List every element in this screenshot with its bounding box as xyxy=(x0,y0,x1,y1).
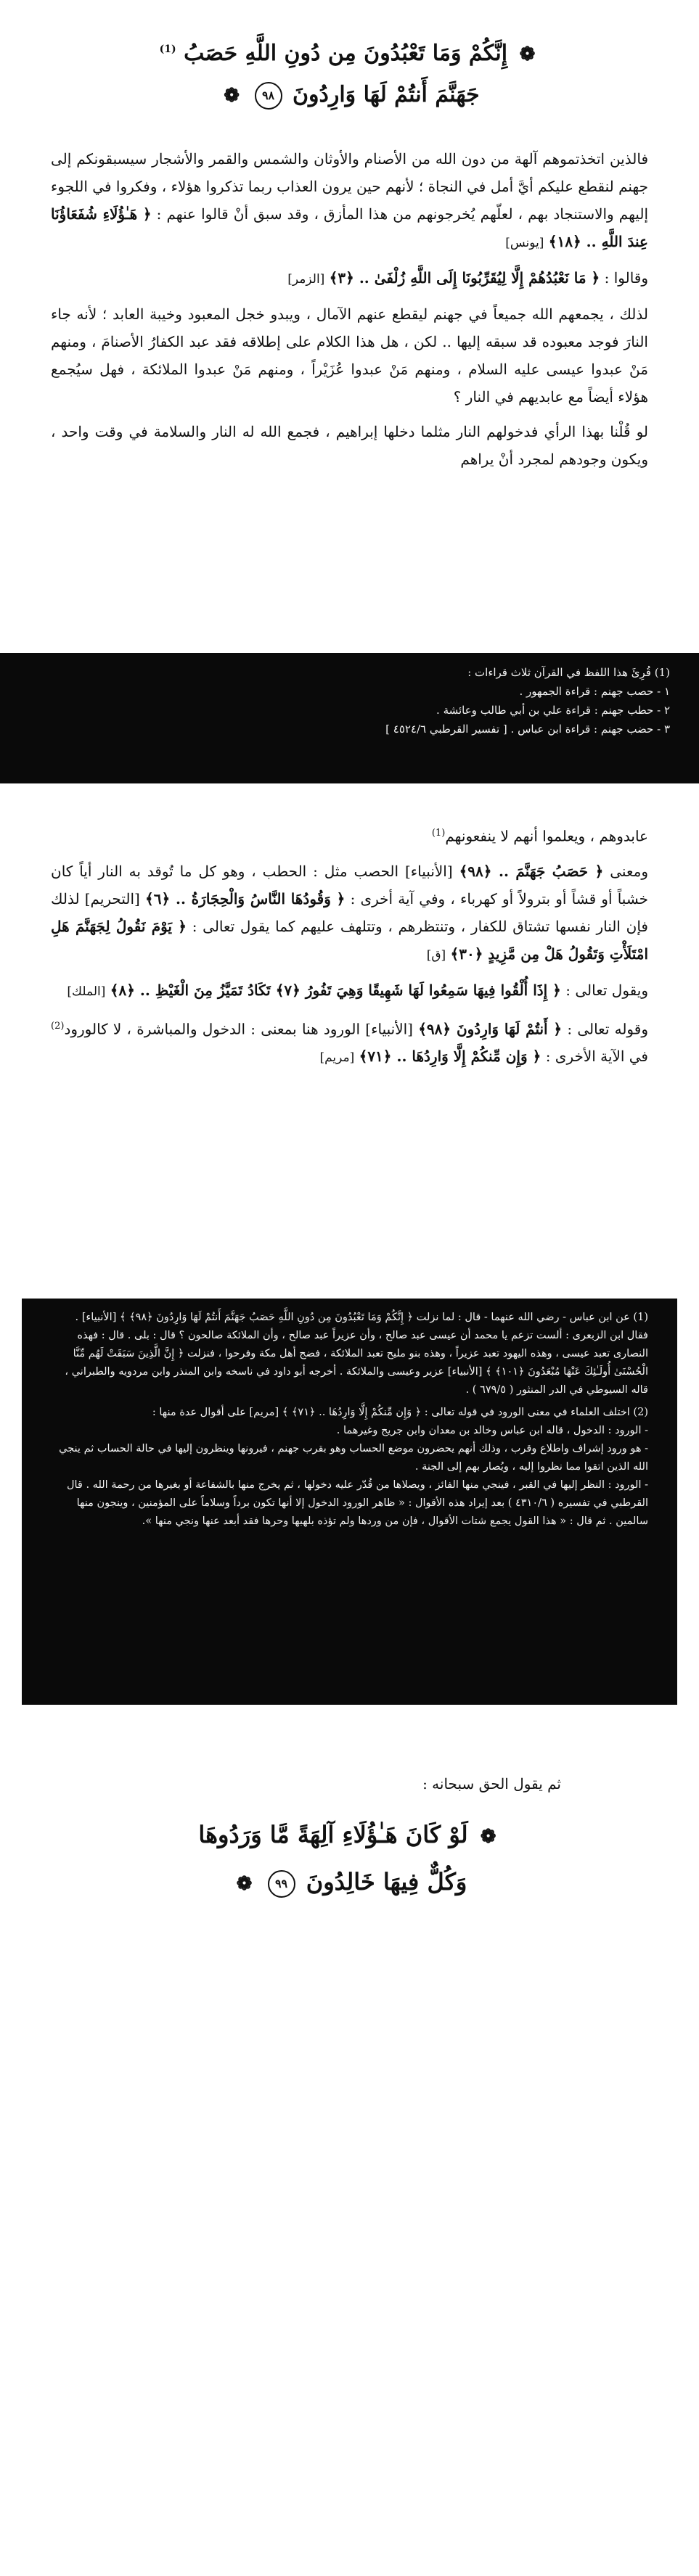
verse-header-line-1 xyxy=(0,29,699,75)
quran-quote: ﴿ وَإِن مِّنكُمْ إِلَّا وَارِدُهَا .. ﴿٧١﴾ xyxy=(359,1048,541,1066)
quran-quote: ﴿ حَصَبُ جَهَنَّمَ .. ﴿٩٨﴾ xyxy=(459,862,604,880)
surah-reference: [الزمر] xyxy=(287,272,325,287)
verse-line-1 xyxy=(0,1812,699,1859)
quran-quote: ﴿ وَقُودُهَا النَّاسُ وَالْحِجَارَةُ .. ﴿٦﴾ xyxy=(145,889,346,908)
footnote: ٢ - حطب جهنم : قراءة علي بن أبي طالب وعائشة . xyxy=(436,704,670,717)
footnote: - هو ورود إشراف واطلاع وقرب ، وذلك أنهم يحضرون موضع الحساب وهو بقرب جهنم ، فيرونها وينظرون إليها في حالة الحساب ثم ينجي الله الذين اتقوا مما نظروا إليه ، ويُصار بهم إلى الجنة . xyxy=(59,1443,648,1473)
footnotes-box xyxy=(22,1299,677,1705)
ornament-icon: ❁ xyxy=(224,85,240,107)
body-text xyxy=(0,145,699,473)
paragraph: فالذين اتخذتموهم آلهة من دون الله من الأصنام والأوثان والشمس والقمر والأشجار سيسبقونكم إلى جهنم لنقطع عليكم أيَّ أمل في النجاة ؛ لأنهم حين يرون العذاب ربما تذكروا هؤلاء ، وفكروا في اللجوء إليهم والاستنجاد بهم ، لعلّهم يُخرجونهم من هذا المأزق ، وقد سبق أنْ قالوا عنهم : ﴿ هَـٰؤُلَاءِ شُفَعَاؤُنَا عِندَ اللَّهِ .. ﴿١٨﴾ [يونس] xyxy=(51,150,648,250)
ornament-icon: ❁ xyxy=(480,1826,496,1848)
verse-line-2 xyxy=(0,1859,699,1906)
paragraph: ومعنى ﴿ حَصَبُ جَهَنَّمَ .. ﴿٩٨﴾ [الأنبياء] الحصب مثل : الحطب ، وهو كل ما تُوقد به النار أياً كان خشباً أو قشاً أو بترولاً أو كهرباء ، وفي آية أخرى : ﴿ وَقُودُهَا النَّاسُ وَالْحِجَارَةُ .. ﴿٦﴾ [التحريم] لذلك فإن النار نفسها تشتاق للكفار ، وتنتظرهم ، وتتلهف عليهم كما يقول تعالى : ﴿ يَوْمَ نَقُولُ لِجَهَنَّمَ هَلِ امْتَلَأْتِ وَتَقُولُ هَلْ مِن مَّزِيدٍ ﴿٣٠﴾ [ق] xyxy=(51,862,649,963)
ayah-number: ٩٩ xyxy=(268,1870,295,1898)
footnote: (1) قُرِئَ هذا اللفظ في القرآن ثلاث قراءات : xyxy=(467,666,670,679)
footnote: ٣ - حضب جهنم : قراءة ابن عباس . [ تفسير القرطبي ٤٥٢٤/٦ ] xyxy=(385,723,670,736)
paragraph: وقوله تعالى : ﴿ أَنتُمْ لَهَا وَارِدُونَ ﴿٩٨﴾ [الأنبياء] الورود هنا بمعنى : الدخول والمباشرة ، لا كالورود$^{(2)}$ في الآية الأخرى : ﴿ وَإِن مِّنكُمْ إِلَّا وَارِدُهَا .. ﴿٧١﴾ [مريم] xyxy=(51,1020,648,1066)
footnote: (2) اختلف العلماء في معنى الورود في قوله تعالى : ﴿ وَإِن مِّنكُمْ إِلَّا وَارِدُهَا .. ﴿٧١﴾ ﴾ [مريم] على أقوال عدة منها : xyxy=(152,1407,648,1418)
quran-quote: ﴿ مَا نَعْبُدُهُمْ إِلَّا لِيُقَرِّبُونَا إِلَى اللَّهِ زُلْفَىٰ .. ﴿٣﴾ xyxy=(329,269,600,287)
ayah-number: ٩٨ xyxy=(255,82,282,110)
verse-text: جَهَنَّمَ أَنتُمْ لَهَا وَارِدُونَ xyxy=(292,82,480,107)
quran-quote: ﴿ أَنتُمْ لَهَا وَارِدُونَ ﴿٩٨﴾ xyxy=(418,1020,563,1038)
page-gap xyxy=(0,783,699,805)
footnotes-box xyxy=(0,653,699,783)
verse-block xyxy=(0,1812,699,1906)
footnote: ١ - حصب جهنم : قراءة الجمهور . xyxy=(519,685,670,698)
ornament-icon: ❁ xyxy=(519,44,536,65)
footnote-marker: (1) xyxy=(159,44,176,55)
page-3 xyxy=(0,1756,699,2046)
verse-text: وَكُلٌّ فِيهَا خَالِدُونَ xyxy=(306,1868,467,1896)
footnote: (1) عن ابن عباس - رضي الله عنهما - قال : لما نزلت ﴿ إِنَّكُمْ وَمَا تَعْبُدُونَ مِن دُونِ اللَّهِ حَصَبُ جَهَنَّمَ أَنتُمْ لَهَا وَارِدُونَ ﴿٩٨﴾ ﴾ [الأنبياء] . فقال ابن الزبعرى : ألست تزعم يا محمد أن عيسى عبد صالح ، وأن عزيراً عبد صالح ، وأن الملائكة صالحون ؟ قال : بلى . قال : فهذه النصارى تعبد عيسى ، وهذه اليهود تعبد عزيراً ، وهذه بنو مليح تعبد الملائكة ، فضج أهل مكة وفرحوا ، فنزلت ﴿ إِنَّ الَّذِينَ سَبَقَتْ لَهُم مِّنَّا الْحُسْنَىٰ أُولَـٰئِكَ عَنْهَا مُبْعَدُونَ ﴿١٠١﴾ ﴾ [الأنبياء] عزير وعيسى والملائكة . أخرجه أبو داود في ناسخه وابن المنذر وابن مردويه والطبراني ، قاله السيوطي في الدر المنثور ( ٦٧٩/٥ ) . xyxy=(65,1312,648,1396)
verse-text: إِنَّكُمْ وَمَا تَعْبُدُونَ مِن دُونِ اللَّهِ حَصَبُ xyxy=(184,41,508,66)
verse-text: لَوْ كَانَ هَـٰؤُلَاءِ آلِهَةً مَّا وَرَدُوهَا xyxy=(198,1821,468,1848)
paragraph: لذلك ، يجمعهم الله جميعاً في جهنم ليقطع عنهم الآمال ، ويبدو خجل المعبود وخيبة العابد ؛ لأنه جاء النارَ فوجد معبوده قد سبقه إليها .. لكن ، هل هذا الكلام على إطلاقه فقد عبد الكفارُ الأصنامَ ، ومنهم مَنْ عبدوا عيسى عليه السلام ، ومنهم مَنْ عبدوا عُزَيْراً ، ومنهم مَنْ عبدوا الملائكة ، فهل سيُجمع هؤلاء أيضاً مع عابديهم في النار ؟ xyxy=(51,305,648,406)
quran-quote: ﴿ يَوْمَ نَقُولُ لِجَهَنَّمَ هَلِ امْتَلَأْتِ وَتَقُولُ هَلْ مِن مَّزِيدٍ ﴿٣٠﴾ xyxy=(51,917,648,963)
body-text xyxy=(0,820,699,1071)
verse-header-line-2 xyxy=(0,75,699,116)
paragraph: عابدوهم ، ويعلموا أنهم لا ينفعونهم$^{(1)}$ xyxy=(431,827,648,845)
paragraph: ثم يقول الحق سبحانه : xyxy=(422,1775,561,1793)
footnote-marker: (1) xyxy=(431,828,446,839)
paragraph: لو قُلْنا بهذا الرأي فدخولهم النار مثلما دخلها إبراهيم ، فجمع الله له النار والسلامة في وقت واحد ، ويكون وجودهم لمجرد أنْ يراهم xyxy=(51,423,648,468)
footnote-marker: (2) xyxy=(51,1020,65,1032)
quran-quote: ﴿ هَـٰؤُلَاءِ شُفَعَاؤُنَا عِندَ اللَّهِ .. ﴿١٨﴾ xyxy=(51,205,648,250)
paragraph: ويقول تعالى : ﴿ إِذَا أُلْقُوا فِيهَا سَمِعُوا لَهَا شَهِيقًا وَهِيَ تَفُورُ ﴿٧﴾ تَكَادُ تَمَيَّزُ مِنَ الْغَيْظِ .. ﴿٨﴾ [الملك] xyxy=(67,981,648,999)
surah-reference: [ق] xyxy=(426,947,446,963)
surah-reference: [الملك] xyxy=(67,984,106,999)
paragraph: وقالوا : ﴿ مَا نَعْبُدُهُمْ إِلَّا لِيُقَرِّبُونَا إِلَى اللَّهِ زُلْفَىٰ .. ﴿٣﴾ [الزمر] xyxy=(287,269,648,287)
footnote: - الورود : الدخول ، قاله ابن عباس وخالد بن معدان وابن جريج وغيرهما . xyxy=(336,1425,648,1436)
body-text xyxy=(0,1770,699,1798)
surah-reference: [يونس] xyxy=(505,236,544,250)
verse-header xyxy=(0,0,699,116)
quran-quote: ﴿ إِذَا أُلْقُوا فِيهَا سَمِعُوا لَهَا شَهِيقًا وَهِيَ تَفُورُ ﴿٧﴾ تَكَادُ تَمَيَّزُ مِنَ الْغَيْظِ .. ﴿٨﴾ xyxy=(110,981,561,999)
surah-reference: [مريم] xyxy=(319,1050,355,1066)
footnote: - الورود : النظر إليها في القبر ، فينجي منها الفائز ، ويصلاها من قُدّر عليه دخولها ، ثم يخرج منها بالشفاعة أو بغيرها من رحمة الله . قال القرطبي في تفسيره ( ٤٣١٠/٦ ) بعد إيراد هذه الأقوال : « ظاهر الورود الدخول إلا أنها تكون برداً وسلاماً على المؤمنين ، وينجون منها سالمين . ثم قال : « هذا القول يجمع شتات الأقوال ، فإن من وردها ولم تؤذه بلهبها وحرها فقد أبعد عنها ونجي منها ». xyxy=(66,1479,648,1527)
ornament-icon: ❁ xyxy=(236,1873,253,1895)
